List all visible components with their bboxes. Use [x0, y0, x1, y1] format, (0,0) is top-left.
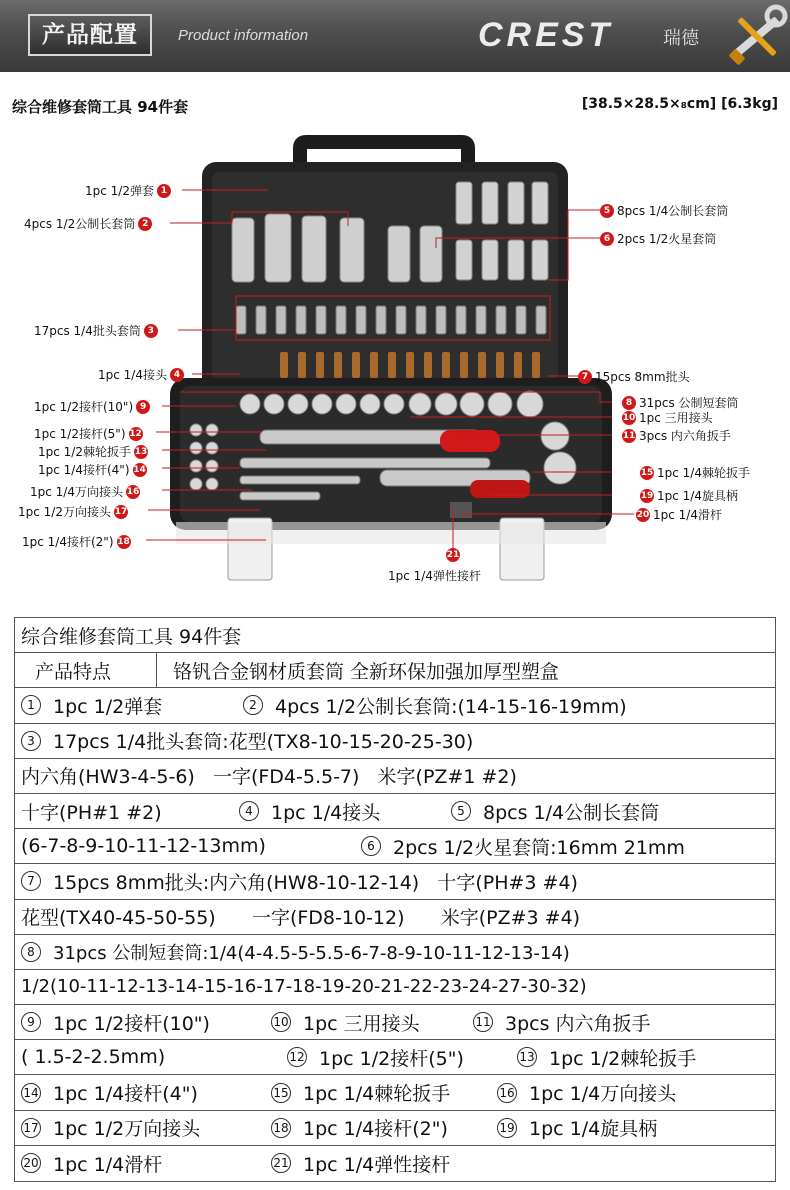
spec-item: 15pcs 8mm批头:内六角(HW8-10-12-14) 十字(PH#3 #4)	[53, 871, 578, 894]
callout-badge: 9	[136, 400, 150, 414]
item-number: 13	[517, 1047, 537, 1067]
callout-4: 1pc 1/4接头 4	[98, 366, 184, 383]
spec-item: 1pc 1/2万向接头	[53, 1118, 201, 1141]
section-title: 产品配置	[28, 14, 152, 56]
callout-14: 1pc 1/4接杆(4") 14	[38, 463, 146, 477]
toolbox-case-image	[0, 130, 790, 600]
item-number: 2	[243, 695, 263, 715]
callout-17: 1pc 1/2万向接头 17	[18, 505, 128, 519]
spec-item: 十字(PH#1 #2)	[21, 801, 162, 824]
spec-row	[15, 794, 775, 829]
callout-badge: 6	[600, 232, 614, 246]
spec-row	[15, 1111, 775, 1146]
item-number: 1	[21, 695, 41, 715]
spec-row	[15, 900, 775, 935]
callout-badge: 7	[578, 370, 592, 384]
spec-row	[15, 1005, 775, 1040]
callout-badge: 1	[157, 184, 171, 198]
spec-item: 1/2(10-11-12-13-14-15-16-17-18-19-20-21-22-23-24-27-30-32)	[21, 976, 587, 998]
spec-row	[15, 829, 775, 864]
item-number: 18	[271, 1118, 291, 1138]
item-number: 12	[287, 1047, 307, 1067]
callout-badge: 12	[129, 428, 142, 439]
spec-item: 花型(TX40-45-50-55) 一字(FD8-10-12) 米字(PZ#3 #4)	[21, 907, 581, 930]
spec-row	[15, 1146, 775, 1181]
callout-badge: 11	[622, 430, 636, 441]
feature-text: 铬钒合金钢材质套筒 全新环保加强加厚型塑盒	[173, 660, 560, 683]
item-number: 3	[21, 731, 41, 751]
callout-badge: 10	[622, 412, 636, 423]
callout-badge: 21	[446, 550, 460, 560]
callout-badge: 18	[117, 536, 130, 547]
item-number: 16	[497, 1083, 517, 1103]
item-number: 14	[21, 1083, 41, 1103]
callout-3: 17pcs 1/4批头套筒 3	[34, 322, 158, 339]
callout-12: 1pc 1/2接杆(5") 12	[34, 427, 142, 441]
callout-21-badge	[446, 548, 460, 562]
spec-item: 1pc 1/4万向接头	[529, 1083, 677, 1106]
item-number: 19	[497, 1118, 517, 1138]
callout-15: 15 1pc 1/4棘轮扳手	[640, 466, 750, 480]
brand-cn-label: 瑞德	[663, 28, 699, 49]
spec-row	[15, 970, 775, 1005]
callout-13: 1pc 1/2棘轮扳手 13	[38, 445, 148, 459]
spec-item: 1pc 1/4接杆(4")	[53, 1083, 198, 1106]
section-subtitle: Product information	[178, 27, 309, 44]
spec-item: 4pcs 1/2公制长套筒:(14-15-16-19mm)	[275, 695, 627, 718]
spec-item: 31pcs 公制短套筒:1/4(4-4.5-5-5.5-6-7-8-9-10-11-12-13-14)	[53, 942, 570, 964]
spec-item: 1pc 1/2棘轮扳手	[549, 1047, 697, 1070]
spec-item: 1pc 三用接头	[303, 1012, 420, 1035]
spec-row	[15, 935, 775, 970]
spec-row	[15, 688, 775, 723]
item-number: 8	[21, 942, 41, 962]
item-number: 10	[271, 1012, 291, 1032]
spec-row	[15, 724, 775, 759]
spec-row	[15, 1040, 775, 1075]
item-number: 15	[271, 1083, 291, 1103]
toolbox-illustration	[0, 130, 790, 600]
item-number: 11	[473, 1012, 493, 1032]
brand-logo: CREST	[478, 16, 614, 54]
item-number: 9	[21, 1012, 41, 1032]
spec-title: 综合维修套筒工具 94件套	[21, 625, 242, 648]
item-number: 20	[21, 1153, 41, 1173]
callout-badge: 13	[134, 446, 148, 457]
callout-9: 1pc 1/2接杆(10") 9	[34, 398, 150, 415]
spec-item: 1pc 1/4接杆(2")	[303, 1118, 448, 1141]
spec-row	[15, 759, 775, 794]
product-spec: [38.5×28.5×₈cm] [6.3kg]	[581, 96, 778, 112]
item-number: 21	[271, 1153, 291, 1173]
callout-badge: 5	[600, 204, 614, 218]
spec-item: 1pc 1/2弹套	[53, 695, 163, 718]
callout-badge: 8	[622, 396, 636, 410]
callout-8: 8 31pcs 公制短套筒	[622, 394, 739, 411]
item-number: 17	[21, 1118, 41, 1138]
callout-16: 1pc 1/4万向接头 16	[30, 485, 140, 499]
spec-row	[15, 1075, 775, 1110]
callout-5: 5 8pcs 1/4公制长套筒	[600, 202, 728, 219]
feature-label: 产品特点	[15, 653, 157, 687]
callout-badge: 2	[138, 217, 152, 231]
wrench-screwdriver-icon	[722, 4, 788, 70]
callout-19: 19 1pc 1/4旋具柄	[640, 489, 738, 503]
product-name: 综合维修套筒工具 94件套	[12, 98, 189, 116]
spec-item: 1pc 1/4接头	[271, 801, 381, 824]
header-banner	[0, 0, 790, 72]
spec-item: 1pc 1/4弹性接杆	[303, 1153, 451, 1176]
spec-item: 1pc 1/2接杆(10")	[53, 1012, 210, 1035]
spec-row	[15, 864, 775, 899]
callout-11: 11 3pcs 内六角扳手	[622, 429, 731, 443]
spec-title-row	[15, 618, 775, 653]
spec-item: 1pc 1/4滑杆	[53, 1153, 163, 1176]
callout-2: 4pcs 1/2公制长套筒 2	[24, 215, 152, 232]
item-number: 6	[361, 836, 381, 856]
spec-item: 17pcs 1/4批头套筒:花型(TX8-10-15-20-25-30)	[53, 731, 474, 754]
spec-item: 8pcs 1/4公制长套筒	[483, 801, 660, 824]
callout-badge: 15	[640, 467, 654, 478]
callout-21: 1pc 1/4弹性接杆	[388, 569, 481, 583]
callout-badge: 20	[636, 509, 650, 520]
callout-10: 10 1pc 三用接头	[622, 411, 713, 425]
callout-badge: 17	[114, 506, 128, 517]
spec-item: (6-7-8-9-10-11-12-13mm)	[21, 835, 266, 858]
item-number: 5	[451, 801, 471, 821]
spec-item: ( 1.5-2-2.5mm)	[21, 1046, 166, 1069]
spec-item: 3pcs 内六角扳手	[505, 1012, 651, 1035]
spec-item: 1pc 1/4旋具柄	[529, 1118, 658, 1141]
callout-badge: 16	[126, 486, 140, 497]
callout-6: 6 2pcs 1/2火星套筒	[600, 230, 716, 247]
callout-18: 1pc 1/4接杆(2") 18	[22, 535, 130, 549]
callout-badge: 19	[640, 490, 654, 501]
spec-item: 1pc 1/4棘轮扳手	[303, 1083, 451, 1106]
item-number: 7	[21, 871, 41, 891]
spec-item: 内六角(HW3-4-5-6) 一字(FD4-5.5-7) 米字(PZ#1 #2)	[21, 766, 517, 789]
spec-item: 2pcs 1/2火星套筒:16mm 21mm	[393, 836, 685, 859]
callout-1: 1pc 1/2弹套 1	[85, 182, 171, 199]
spec-item: 1pc 1/2接杆(5")	[319, 1047, 464, 1070]
feature-row	[15, 653, 775, 688]
item-number: 4	[239, 801, 259, 821]
callout-badge: 14	[133, 464, 146, 475]
callout-badge: 3	[144, 324, 158, 338]
callout-20: 20 1pc 1/4滑杆	[636, 508, 722, 522]
callout-badge: 4	[170, 368, 184, 382]
spec-table	[14, 617, 776, 1182]
callout-7: 7 15pcs 8mm批头	[578, 368, 690, 385]
